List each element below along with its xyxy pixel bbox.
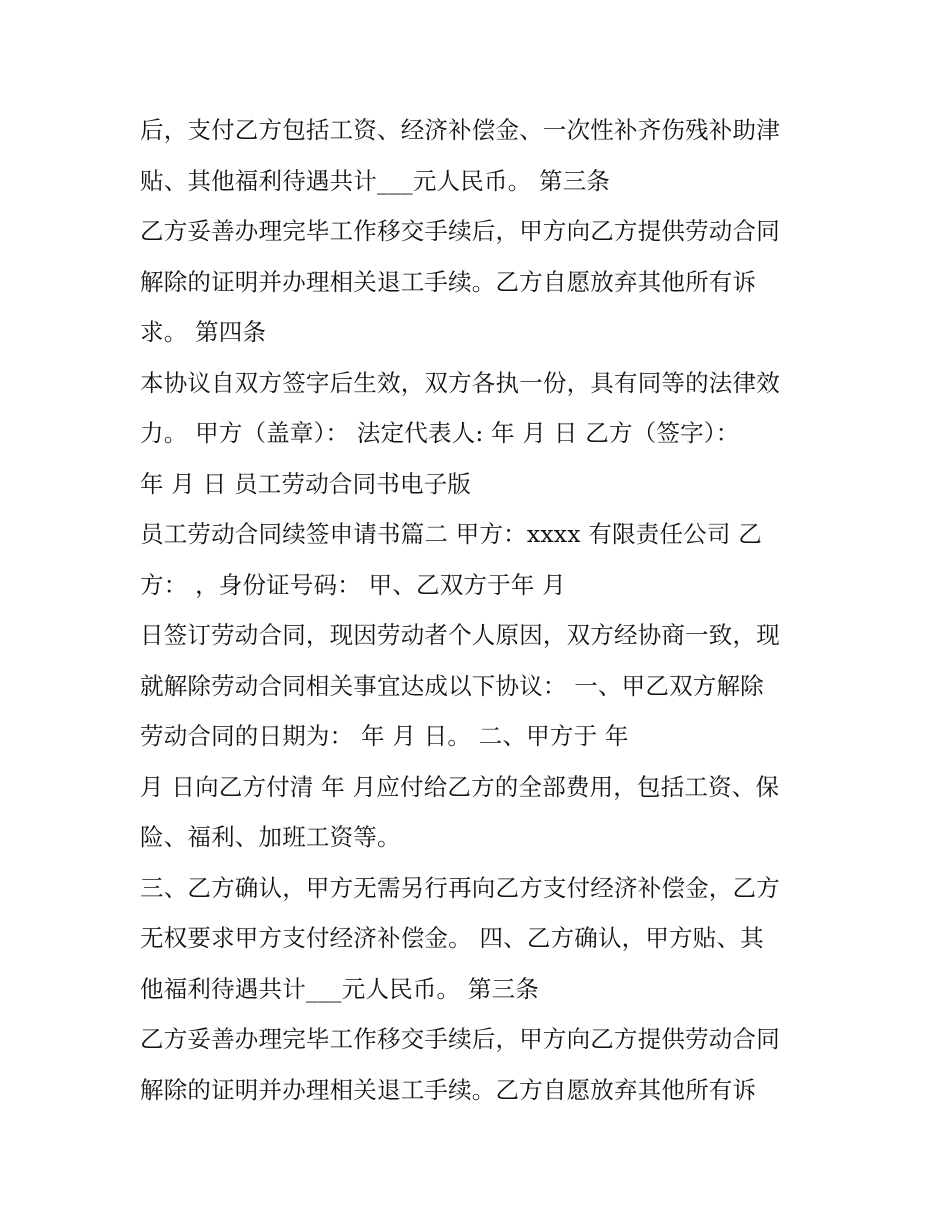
text-line: 求。 第四条 — [140, 318, 267, 346]
text-line: 后，支付乙方包括工资、经济补偿金、一次性补齐伤残补助津 — [140, 116, 780, 144]
text-line: 力。 甲方（盖章）： 法定代表人: 年 月 日 乙方（签字）： — [140, 419, 740, 447]
text-line: 乙方妥善办理完毕工作移交手续后，甲方向乙方提供劳动合同 — [140, 1025, 780, 1053]
text-line: 贴、其他福利待遇共计___元人民币。 第三条 — [140, 166, 611, 195]
text-line: 险、福利、加班工资等。 — [140, 823, 401, 851]
text-line: 就解除劳动合同相关事宜达成以下协议： 一、甲乙双方解除 — [140, 671, 764, 700]
text-line: 年 月 日 员工劳动合同书电子版 — [140, 469, 472, 498]
text-line: 月 日向乙方付清 年 月应付给乙方的全部费用，包括工资、保 — [140, 772, 780, 801]
text-line: 解除的证明并办理相关退工手续。乙方自愿放弃其他所有诉 — [140, 267, 757, 296]
text-line: 三、乙方确认，甲方无需另行再向乙方支付经济补偿金，乙方 — [140, 873, 780, 902]
text-line: 解除的证明并办理相关退工手续。乙方自愿放弃其他所有诉 — [140, 1075, 757, 1104]
text-line: 乙方妥善办理完毕工作移交手续后，甲方向乙方提供劳动合同 — [140, 217, 780, 245]
text-line: 方： ，身份证号码： 甲、乙双方于年 月 — [140, 570, 566, 599]
text-line: 劳动合同的日期为： 年 月 日。 二、甲方于 年 — [140, 722, 629, 750]
document-body — [140, 105, 840, 1115]
text-line: 员工劳动合同续签申请书篇二 甲方：xxxx 有限责任公司 乙 — [140, 520, 762, 548]
text-line: 无权要求甲方支付经济补偿金。 四、乙方确认，甲方贴、其 — [140, 924, 764, 952]
text-line: 日签订劳动合同，现因劳动者个人原因，双方经协商一致，现 — [140, 621, 780, 649]
text-line: 本协议自双方签字后生效，双方各执一份，具有同等的法律效 — [140, 368, 780, 397]
text-line: 他福利待遇共计___元人民币。 第三条 — [140, 974, 540, 1003]
